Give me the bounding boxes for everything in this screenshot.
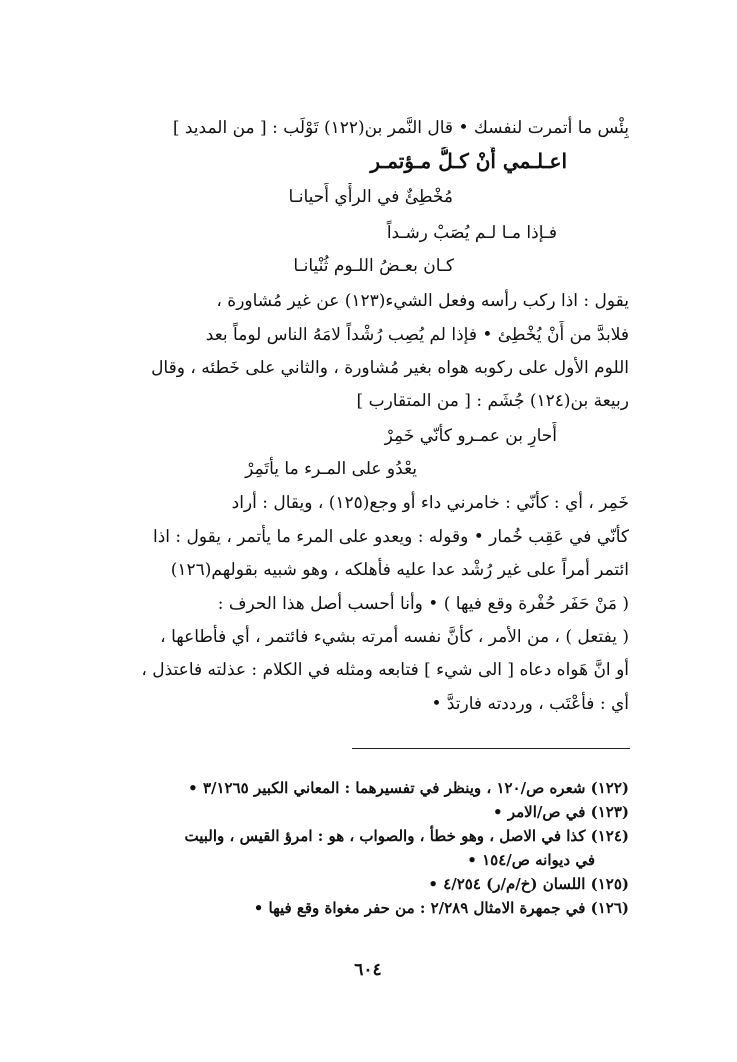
footnote-line: (١٢٦) في جمهرة الامثال ٢/٢٨٩ : من حفر مغواة وقع فيها •	[253, 899, 629, 917]
prose-line: فلابدَّ من أَنْ يُخْطِئ • فإذا لم يُصِب رُشْداً لامَهُ الناس لوماً بعد	[205, 325, 629, 345]
footnote-line: في ديوانه ص/١٥٤ •	[467, 851, 595, 869]
verse-line: أَحارِ بن عمـرو كأنّي خَمِرْ	[384, 426, 557, 446]
footnote-line: (١٢٣) في ص/الامر •	[493, 803, 629, 821]
verse-line: فـإذا مـا لـم يُصَبْ رشـداً	[386, 223, 557, 243]
prose-line: ربيعة بن(١٢٤) جُشَم : [ من المتقارب ]	[356, 391, 629, 411]
verse-line: كـان بعـضُ اللـوم ثُنْيانـا	[293, 256, 454, 276]
prose-line: بِئْس ما أتمرت لنفسك • قال النَّمر بن(١٢٢) تَوْلَب : [ من المديد ]	[172, 118, 629, 138]
page-number: ٦٠٤	[354, 960, 382, 980]
prose-line: أو انَّ هَواه دعاه [ الى شيء ] فتابعه ومثله في الكلام : عذلته فاعتذل ،	[141, 660, 629, 680]
verse-line: يعْدُو على المـرء ما يأْتَمِرْ	[245, 459, 417, 479]
prose-line: اللوم الأول على ركوبه هواه بغير مُشاورة ، والثاني على خَطئه ، وقال	[151, 358, 629, 378]
prose-line: ( يفتعل ) ، من الأمر ، كأنَّ نفسه أمرته بشيء فائتمر ، أي فأطاعها ،	[160, 627, 629, 647]
footnote-line: (١٢٤) كذا في الاصل ، وهو خطأ ، والصواب ، هو : امرؤ القيس ، والبيت	[184, 827, 629, 845]
prose-line: أي : فأعْتَب ، ورددته فارتدَّ •	[431, 694, 629, 714]
prose-line: يقول : اذا ركب رأسه وفعل الشيء(١٢٣) عن غير مُشاورة ،	[216, 291, 629, 311]
footnote-line: (١٢٢) شعره ص/١٢٠ ، وينظر في تفسيرهما : المعاني الكبير ٣/١٢٦٥ •	[188, 779, 629, 797]
verse-line: مُخْطِئٌ في الرأْي أَحيانـا	[288, 187, 453, 207]
prose-line: ائتمر أمراً على غير رُشْد عدا عليه فأهلكه ، وهو شبيه بقولهم(١٢٦)	[170, 560, 629, 580]
prose-line: كأنّي في عَقِب خُمار • وقوله : ويعدو على المرء ما يأتمر ، يقول : اذا	[152, 527, 629, 547]
prose-line: خَمِر ، أي : كأنّي : خامرني داء أو وجع(١٢٥) ، ويقال : أراد	[231, 493, 629, 513]
prose-line: ( مَنْ حَفَر حُفْرة وقع فيها ) • وأنا أحسب أصل هذا الحرف :	[217, 594, 629, 614]
footnote-separator	[352, 748, 630, 749]
footnote-line: (١٢٥) اللسان (خ/م/ر) ٤/٢٥٤ •	[428, 875, 629, 893]
verse-line: اعـلـمي أَنْ كـلُّ مـؤتمـر	[370, 149, 567, 173]
